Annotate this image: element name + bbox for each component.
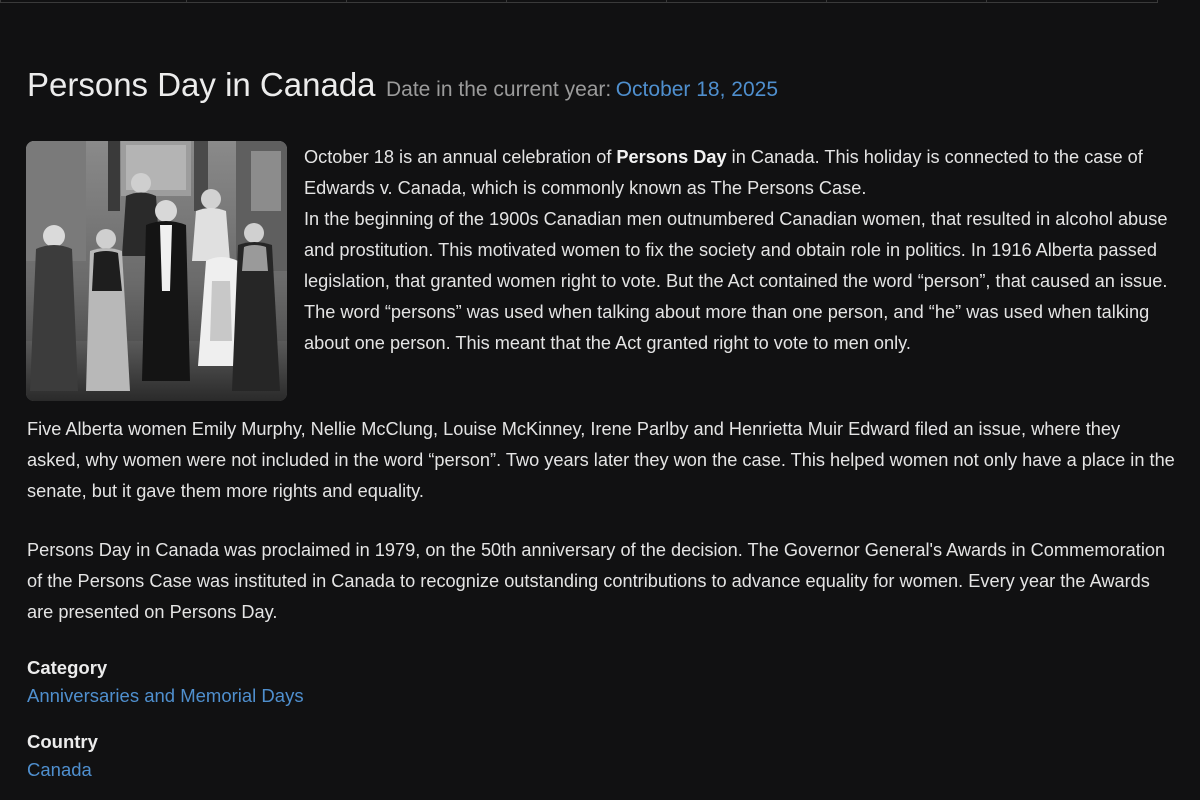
intro-paragraph-1 <box>304 142 1180 204</box>
title-row <box>27 66 778 104</box>
top-tab-bar <box>0 0 1200 4</box>
holiday-name-bold: Persons Day <box>616 147 727 167</box>
nav-tab[interactable] <box>827 0 987 3</box>
date-label: Date in the current year: <box>385 78 612 101</box>
country-label: Country <box>27 731 98 752</box>
photo-illustration <box>26 141 287 401</box>
category-link[interactable]: Anniversaries and Memorial Days <box>27 685 304 706</box>
body-paragraph-2: Persons Day in Canada was proclaimed in 1979, on the 50th anniversary of the decision. The Governor General's Awards in Commemoration of the Persons Case was instituted in Canada to recognize outstanding contributions to advance equality for women. Every year the Awards are presented on Persons Day. <box>27 540 1166 622</box>
date-link[interactable]: October 18, 2025 <box>615 78 778 101</box>
nav-tab[interactable] <box>507 0 667 3</box>
historical-photo <box>26 141 287 401</box>
page-title: Persons Day in Canada <box>27 66 376 103</box>
intro-text-start: October 18 is an annual celebration of <box>304 147 617 167</box>
nav-tab[interactable] <box>0 0 187 3</box>
body-paragraph-1: Five Alberta women Emily Murphy, Nellie McClung, Louise McKinney, Irene Parlby and Henrietta Muir Edward filed an issue, where they asked, why women were not included in the word “person”. Two years later they won the case. This helped women not only have a place in the senate, but it gave them more rights and equality. <box>27 419 1175 501</box>
category-label: Category <box>27 657 108 678</box>
nav-tab[interactable] <box>187 0 347 3</box>
nav-tab[interactable] <box>347 0 507 3</box>
country-link[interactable]: Canada <box>27 759 92 780</box>
intro-text <box>304 142 1180 359</box>
nav-tab[interactable] <box>987 0 1158 3</box>
nav-tab[interactable] <box>667 0 827 3</box>
intro-text-end: in Canada. This holiday is connected to the case of Edwards v. Canada, which is commonly known as The Persons Case. <box>304 147 1143 198</box>
intro-paragraph-2: In the beginning of the 1900s Canadian men outnumbered Canadian women, that resulted in alcohol abuse and prostitution. This motivated women to fix the society and obtain role in politics. In 1916 Alberta passed legislation, that granted women right to vote. But the Act contained the word “person”, that caused an issue. The word “persons” was used when talking about more than one person, and “he” was used when talking about one person. This meant that the Act granted right to vote to men only. <box>304 209 1168 353</box>
